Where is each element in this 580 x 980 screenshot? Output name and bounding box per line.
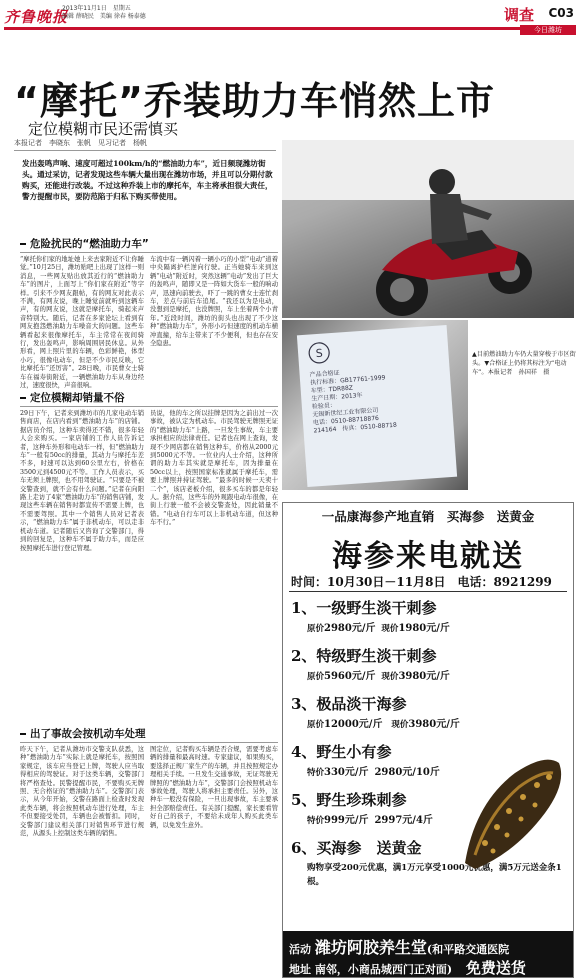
store-address: 南邻，小商品城西门正对面): [314, 963, 453, 976]
section-2-col-2: 员说，他的车之所以挂牌是因为之前出过一次事故，被认定为机动车。市民驾驶无牌照无证的“燃油助力车”上路，一旦发生事故，车主要承担相应的法律责任。记者也在网上查询，发现不少网店都在销售这种车，价格从2000元到5000元不等。一位业内人士介绍，这种所谓的助力车其实就是摩托车，因为排量在50cc以上，按照国家标准就属于摩托车，需要上牌照并持证驾驶。“最多的时候一天卖十二个”，该店老板介绍，很多买车的都是年轻人。据介绍，这些车的外观跟电动车很像，在街上行驶一般不会被交警查处，因此销量不错。“电动自行车可以上非机动车道，但这种车不行。”: [150, 410, 278, 527]
ad-item-2-price: [307, 667, 450, 682]
store-name: 潍坊阿胶养生堂: [314, 938, 427, 957]
activity-label: 活动: [289, 943, 311, 956]
divider: [20, 406, 278, 407]
sea-cucumber-ad: [282, 502, 574, 978]
page-code: C03: [548, 6, 574, 20]
special-price: 999元/斤: [324, 815, 369, 826]
scooter-photo: [282, 140, 574, 318]
ad-item-4: 4、野生小有参: [291, 743, 392, 761]
ad-divider: [289, 591, 567, 592]
subhead: 定位模糊市民还需慎买: [28, 120, 179, 138]
orig-label: 原价: [307, 624, 325, 634]
section-name: 调查: [503, 6, 534, 24]
orig-price: 12000元/斤: [324, 719, 383, 730]
section-1-col-1: “摩托你们家的地址她上来去家附近不让你睡觉。”10月25日，潍坊贴吧上出现了这样一则消息，一些网友贴出放其近行的“燃油助力车”的图片，上面写上“你们家在附近”等字样。引来不少网友跟帖，有的网友对此表示不满，有网友说，晚上睡觉前就听到这辆车声，有的网友说，这就是摩托车，骑起来声音特别大。随后，记者在多家论坛上看到有网友抱怨燃油助力车噪音大的问题。这些车辆看起来很像摩托车，车主常常在夜间骑行，发出轰鸣声，影响周围居民休息。从外形看，网上照片里的车辆，色彩鲜艳，体型小巧，很像电动车，但是不少市民反映，它比摩托车“还厉害”。28日晚，市民曹女士骑车在福寿街附近，一辆燃油助力车从身边经过，速度很快，声音很响。: [20, 256, 144, 390]
certificate-card: [297, 325, 457, 487]
certificate-text: 产品合格证 执行标准：GB17761-1999 车型：TDR88Z 生产日期：2013年 检验员： 无锡新世纪工业有限公司 电话：0510-88718876 214164 传真：0510-88718: [309, 369, 398, 435]
divider: [20, 252, 278, 253]
orig-label: 原价: [307, 672, 325, 682]
divider: [14, 150, 276, 151]
section-title-3: 出了事故会按机动车处理: [20, 726, 146, 741]
section-1-col-2: 车流中有一辆闪着一辆小巧的小型“电动”道着中央隔离护栏逆向行驶。正当她骑车来到这辆“电动”附近时，突然这辆“电动”发出了巨大的轰鸣声，随即又是一阵如大货车一般的响动声，迅速向前驶去，吓了一跳的曹女士连忙刹车，差点与前后车追尾。“我还以为是电动，没想到是摩托，也没牌照，车上坐着两个小青年。”近段时间，潍坊的街头也出现了不少这种“燃油助力车”，外形小巧但速度的机动车横冲直撞，给车主带来了不少便利，但也存在安全隐患。: [150, 256, 278, 348]
lead-paragraph: 发出轰鸣声响、速度可超过100km/h的“燃油助力车”，近日频现潍坊街头。通过采访，记者发现这些车辆大量出现在潍坊市场，并且可以分期付款购买，还能进行改装。不过这种乔装上市的摩托车，车主将承担很大责任，警方提醒市民，要防范陷于归私下购买带使用。: [22, 159, 273, 201]
ad-gold-offer: 购物享受200元优惠，满1万元享受1000元优惠，满5万元送金条1根。: [307, 863, 562, 887]
now-label: 现价: [381, 672, 399, 682]
certificate-photo: [282, 320, 468, 490]
subsection-tab: 今日潍坊: [520, 25, 576, 35]
ad-big-title: 海参来电就送: [332, 539, 524, 574]
ad-item-1-price: [307, 619, 450, 634]
masthead-meta: [62, 5, 146, 21]
bundle-price: 2980元/10斤: [374, 767, 440, 778]
now-price: 3980元/斤: [408, 719, 460, 730]
address-label: 地址: [289, 963, 311, 976]
now-price: 3980元/斤: [398, 671, 450, 682]
section-2-col-1: 29日下午，记者来到潍坊市的几家电动车销售商店，在店内看到“燃油助力车”的店铺。据店员介绍，这种车卖得还不错，很多年轻人会来购买。一家店铺的工作人员告诉记者，这种车外形和电动车一样，但“燃油助力车”一般有50cc的排量，其动力与摩托车差不多，时速可以达到60公里左右，价格在3500元到4500元不等。工作人员表示，买车无须上牌照，也不用驾驶证。“只要是不被交警查到，就不会有什么问题。”记者在向阳路上走访了4家“燃油助力车”的销售店铺，发现这些车辆在销售时都宣传不需要上牌，也不需要驾照。其中一个销售人员对记者表示，“燃油助力车”属于非机动车，可以走非机动车道。记者随后又咨询了交警部门，得到的回复是，这种车不属于助力车，而是应按照摩托车进行登记管理。: [20, 410, 144, 552]
now-label: 现价: [391, 720, 409, 730]
editors-line: 编辑 薛晓民 美编 徐春 杨泰德: [62, 13, 146, 20]
section-title-2: 定位模糊却销量不俗: [20, 390, 125, 405]
section-3-col-2: 图定位，记者购买车辆是否合规，需要考虑车辆的排量和最高时速。专家建议，如果购买，要选择正规厂家生产的车辆，并且按照规定办理相关手续。一旦发生交通事故，无证驾驶无牌照的“燃油助力车”，交警部门会按照机动车事故处理，驾驶人将承担主要责任。另外，这种车一般没有保险，一旦出现事故，车主要承担全部赔偿责任。有关部门提醒，家长要看管好自己的孩子，不要给未成年人购买此类车辆，以免发生意外。: [150, 746, 278, 829]
ad-time-phone: 时间：10月30日－11月8日 电话：8921299: [291, 575, 552, 589]
store-branch: (和平路交通医院: [426, 943, 510, 956]
certificate-seal-icon: [307, 341, 330, 364]
svg-text:S: S: [315, 346, 324, 361]
divider: [20, 742, 278, 743]
orig-price: 5960元/斤: [324, 671, 376, 682]
now-price: 1980元/斤: [398, 623, 450, 634]
orig-label: 原价: [307, 720, 325, 730]
special-label: 特价: [307, 768, 325, 778]
ad-item-4-price: [307, 763, 440, 778]
ad-footer: [283, 931, 573, 977]
ad-footer-row-2: [289, 957, 526, 978]
byline: 本报记者 李晓东 张帆 见习记者 杨帆: [14, 139, 147, 147]
bundle-price: 2997元/4斤: [374, 815, 433, 826]
now-label: 现价: [381, 624, 399, 634]
ad-item-6: 6、买海参 送黄金: [291, 839, 422, 857]
ad-banner: 一品康海参产地直销 买海参 送黄金: [321, 509, 535, 524]
newspaper-logo: 齐鲁晚报: [4, 8, 69, 26]
ad-item-3-price: [307, 715, 460, 730]
sea-cucumber-image: [455, 743, 567, 873]
ad-item-5-price: [307, 811, 433, 826]
scooter-rider-illustration: [282, 140, 574, 318]
ad-item-5: 5、野生珍珠刺参: [291, 791, 407, 809]
ad-item-1: 1、一级野生淡干刺参: [291, 599, 437, 617]
orig-price: 2980元/斤: [324, 623, 376, 634]
ad-item-2: 2、特级野生淡干刺参: [291, 647, 437, 665]
ad-footer-row-1: [289, 935, 509, 958]
date-line: 2013年11月1日 星期五: [62, 5, 131, 12]
section-3-col-1: 昨天下午，记者从潍坊市交警支队获悉，这种“燃油助力车”实际上就是摩托车，按照国家规定，该车应当登记上牌，驾驶人应当取得相应的驾驶证。对于这类车辆，交警部门将严格查处。民警提醒市民，不要购买无牌照、无合格证的“燃油助力车”。交警部门表示，从今年开始，交警在路面上检查时发现此类车辆，将会按照机动车进行处理，车主不但要接受处罚，车辆也会被暂扣。同时，交警部门建议相关部门对销售环节进行规范，从源头上控制这类车辆的销售。: [20, 746, 144, 838]
ad-item-3: 3、极品淡干海参: [291, 695, 407, 713]
section-title-1: 危险扰民的“燃油助力车”: [20, 236, 149, 251]
masthead-rule: [4, 27, 576, 30]
special-label: 特价: [307, 816, 325, 826]
free-delivery: 免费送货: [465, 959, 526, 977]
headline: “摩托”乔装助力车悄然上市: [14, 79, 495, 123]
photo-caption: ▲目前燃油助力车仍大量穿梭于市区街头。▼合格证上仍将其标注为“电动车”。本报记者 孙国祥 摄: [472, 351, 576, 376]
special-price: 330元/斤: [324, 767, 369, 778]
